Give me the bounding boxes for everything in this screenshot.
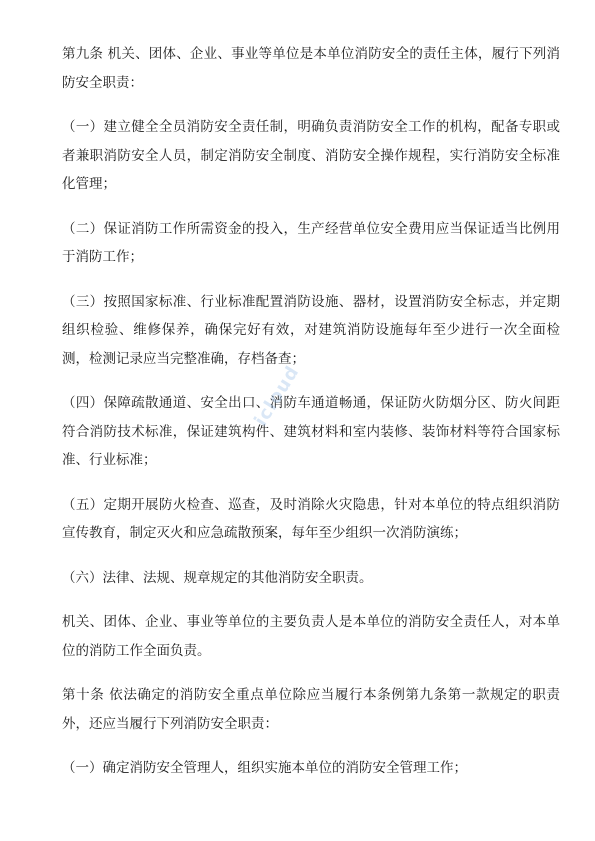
article-9-item-5: （五）定期开展防火检查、巡查，及时消除火灾隐患，针对本单位的特点组织消防宣传教育，制定灭火和应急疏散预案，每年至少组织一次消防演练； [62, 496, 560, 541]
article-9-item-2: （二）保证消防工作所需资金的投入，生产经营单位安全费用应当保证适当比例用于消防工作； [62, 220, 560, 265]
article-9-item-6: （六）法律、法规、规章规定的其他消防安全职责。 [62, 569, 373, 586]
article-9-responsible-person: 机关、团体、企业、事业等单位的主要负责人是本单位的消防安全责任人，对本单位的消防工作全面负责。 [62, 614, 560, 659]
article-9-item-1: （一）建立健全全员消防安全责任制，明确负责消防安全工作的机构，配备专职或者兼职消防安全人员，制定消防安全制度、消防安全操作规程，实行消防安全标准化管理； [62, 119, 560, 192]
watermark-text: icloud [250, 361, 304, 430]
article-9-item-3: （三）按照国家标准、行业标准配置消防设施、器材，设置消防安全标志，并定期组织检验、维修保养，确保完好有效，对建筑消防设施每年至少进行一次全面检测，检测记录应当完整准确，存档备查； [62, 293, 560, 367]
article-10-paragraph: 第十条 依法确定的消防安全重点单位除应当履行本条例第九条第一款规定的职责外，还应当履行下列消防安全职责： [62, 687, 560, 732]
article-10-item-1: （一）确定消防安全管理人，组织实施本单位的消防安全管理工作； [62, 760, 467, 776]
article-9-paragraph: 第九条 机关、团体、企业、事业等单位是本单位消防安全的责任主体，履行下列消防安全职责： [62, 46, 560, 91]
article-9-item-4: （四）保障疏散通道、安全出口、消防车通道畅通，保证防火防烟分区、防火间距符合消防技术标准，保证建筑构件、建筑材料和室内装修、装饰材料等符合国家标准、行业标准； [62, 395, 560, 468]
document-body [62, 40, 560, 799]
